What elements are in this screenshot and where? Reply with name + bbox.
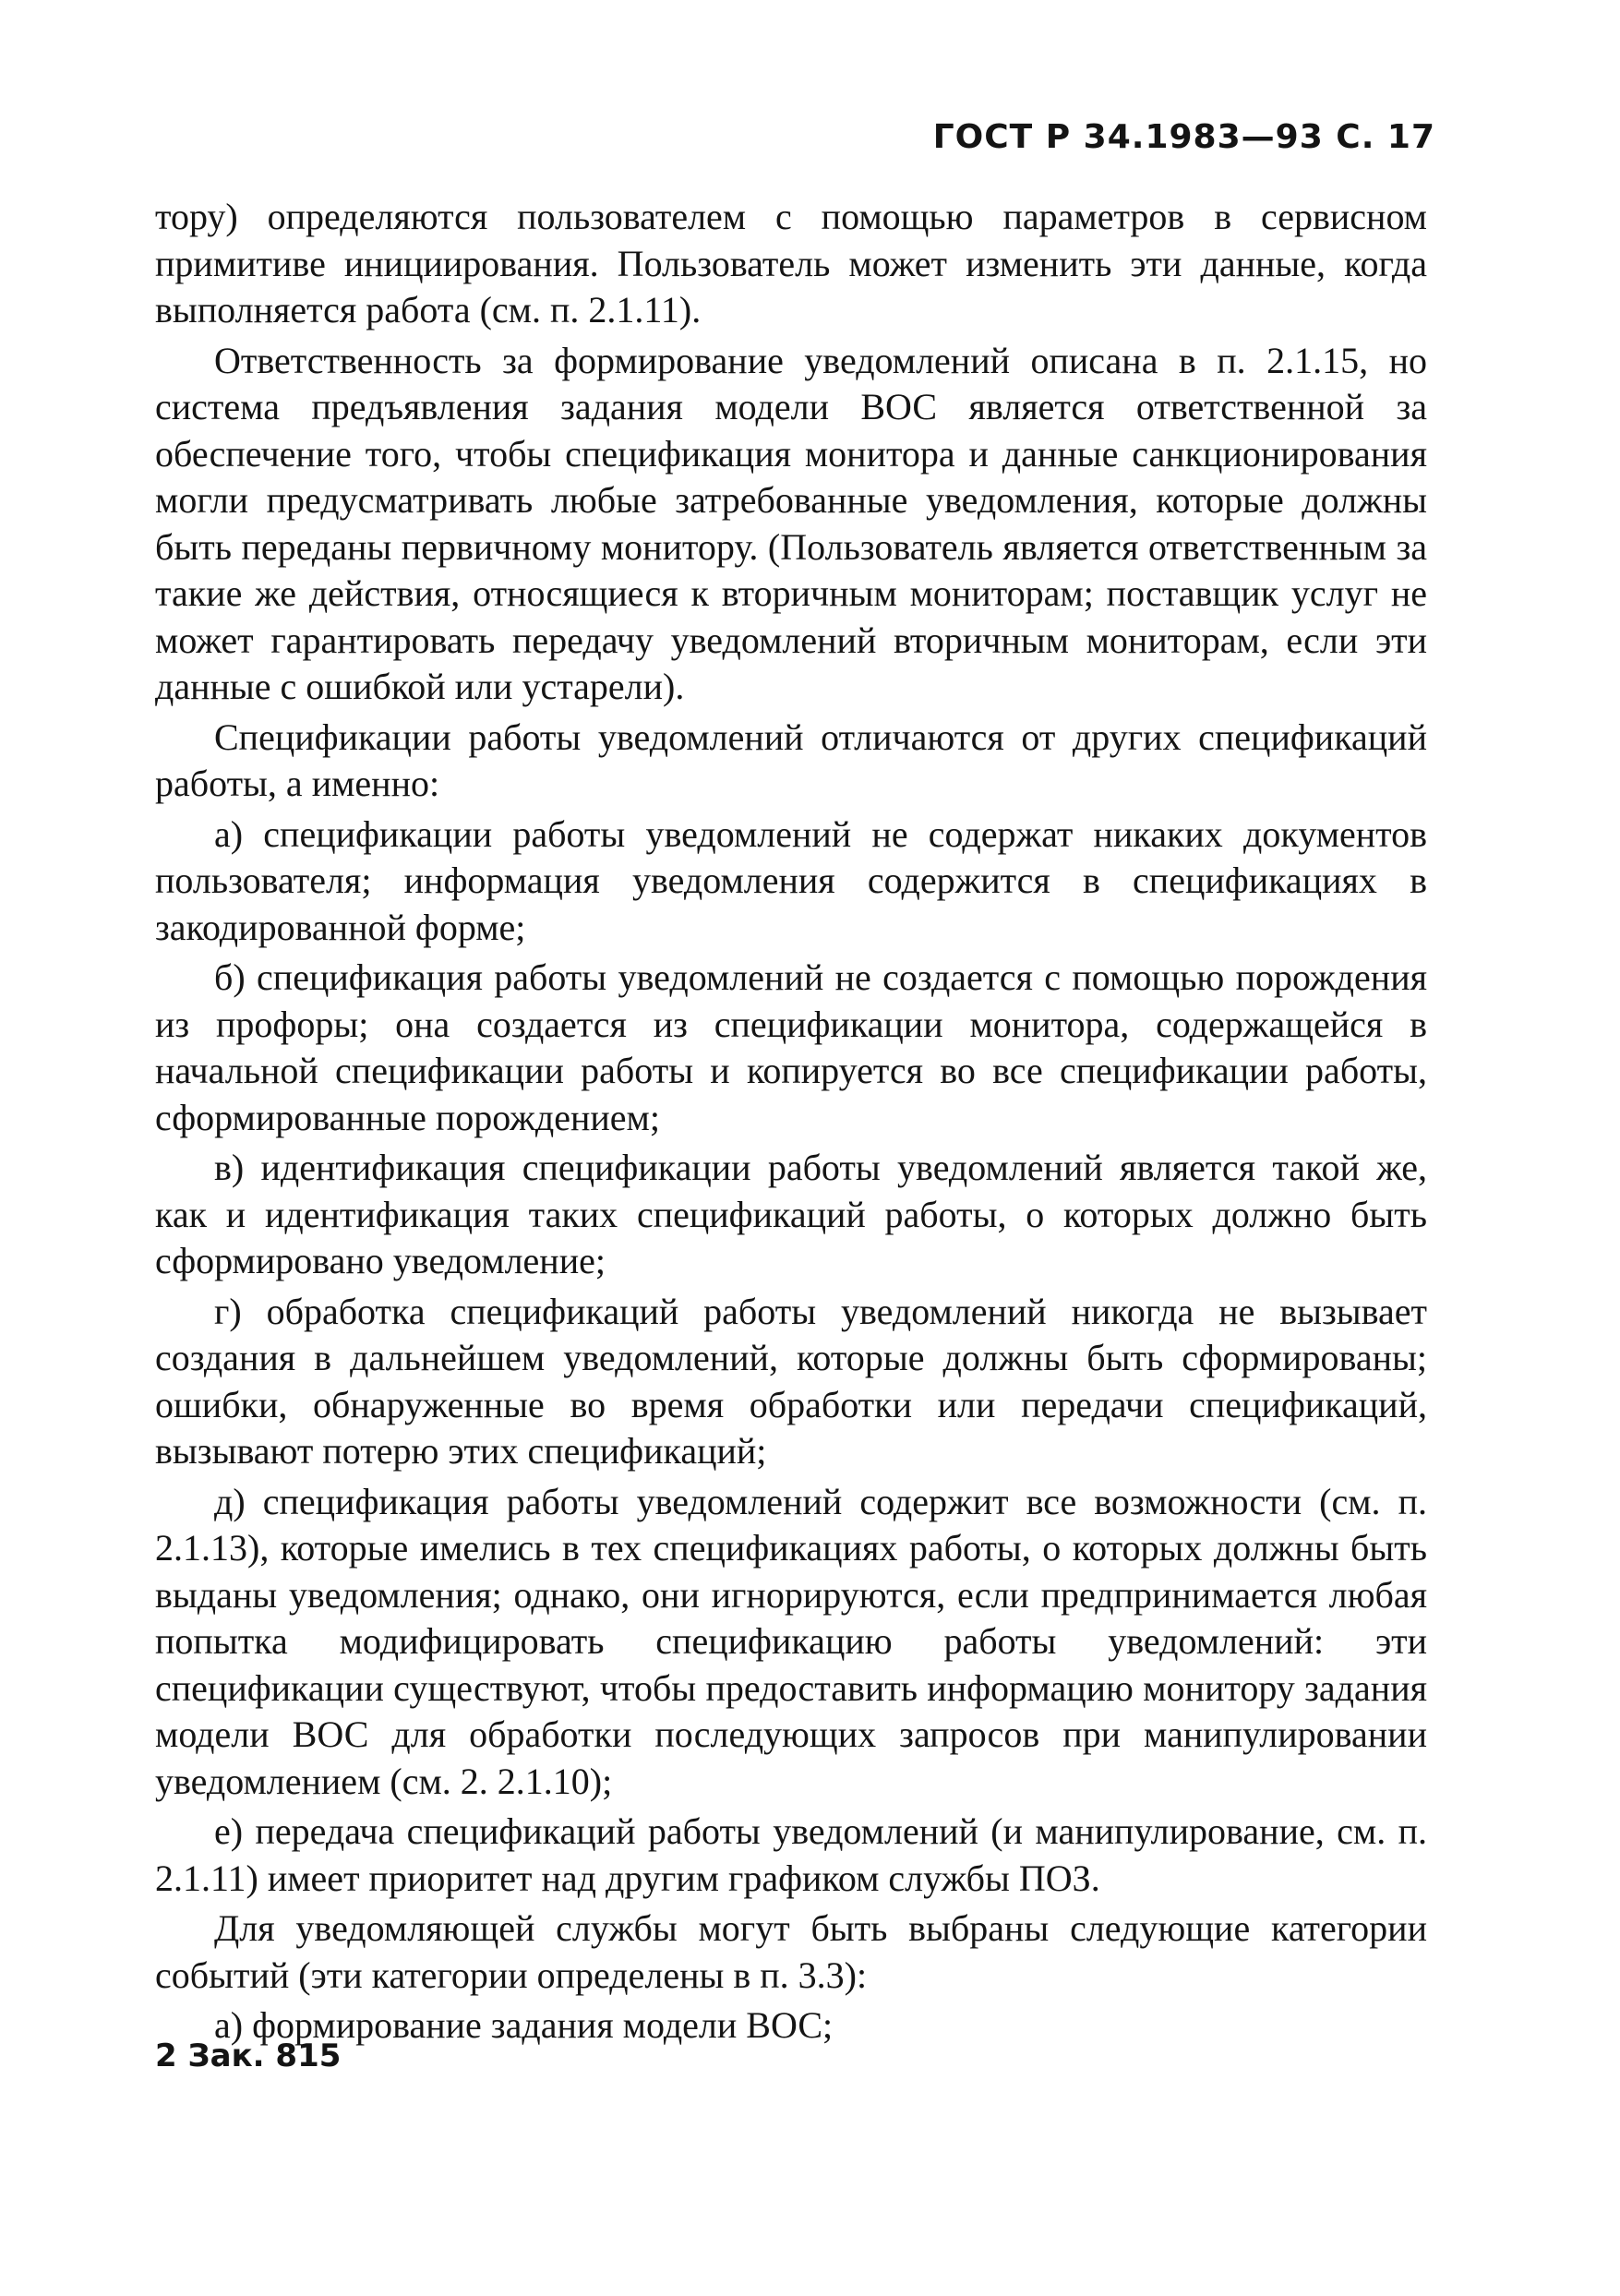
list-item-b: б) спецификация работы уведомлений не создается с помощью порождения из профоры; она создается из спецификации монитора, содержащейся в начальной спецификации работы и копируется во все спецификации работы, сформированные порождением;	[155, 956, 1427, 1138]
paragraph-continuation: тору) определяются пользователем с помощью параметров в сервисном примитиве инициирования. Пользователь может изменить эти данные, когда выполняется работа (см. п. 2.1.11).	[155, 196, 1427, 331]
list-item-g: г) обработка спецификаций работы уведомлений никогда не вызывает создания в дальнейшем уведомлений, которые должны быть сформированы; ошибки, обнаруженные во время обработки или передачи спецификаций, вызывают потерю этих спецификаций;	[155, 1290, 1427, 1472]
list-item-a: а) спецификации работы уведомлений не содержат никаких документов пользователя; информация уведомления содержится в спецификациях в закодированной форме;	[155, 812, 1427, 948]
list-item-v: в) идентификация спецификации работы уведомлений является такой же, как и идентификация таких спецификаций работы, о которых должно быть сформировано уведомление;	[155, 1147, 1427, 1281]
page-header: ГОСТ Р 34.1983—93 С. 17	[932, 118, 1435, 156]
list-item-d: д) спецификация работы уведомлений содержит все возможности (см. п. 2.1.13), которые имелись в тех спецификациях работы, о которых должны быть выданы уведомления; однако, они игнорируются, если предпринимается любая попытка модифицировать спецификацию работы уведомлений: эти спецификации существуют, чтобы предоставить информацию монитору задания модели ВОС для обработки последующих запросов при манипулировании уведомлением (см. 2. 2.1.10);	[155, 1480, 1427, 1802]
paragraph-event-categories: Для уведомляющей службы могут быть выбраны следующие категории событий (эти категории определены в п. 3.3):	[155, 1907, 1427, 1996]
list-item-e: е) передача спецификаций работы уведомлений (и манипулирование, см. п. 2.1.11) имеет приоритет над другим графиком службы ПОЗ.	[155, 1810, 1427, 1899]
paragraph-responsibility: Ответственность за формирование уведомлений описана в п. 2.1.15, но система предъявления задания модели ВОС является ответственной за обеспечение того, чтобы спецификация монитора и данные санкционирования могли предусматривать любые затребованные уведомления, которые должны быть переданы первичному монитору. (Пользователь является ответственным за такие же действия, относящиеся к вторичным мониторам; поставщик услуг не может гарантировать передачу уведомлений вторичным мониторам, если эти данные с ошибкой или устарели).	[155, 339, 1427, 707]
category-item-a: а) формирование задания модели ВОС;	[214, 2004, 834, 2046]
paragraph-differences-intro: Спецификации работы уведомлений отличаются от других спецификаций работы, а именно:	[155, 715, 1427, 804]
body-text	[155, 194, 1427, 2053]
page-footer-print-mark: 2 Зак. 815	[155, 2038, 342, 2074]
